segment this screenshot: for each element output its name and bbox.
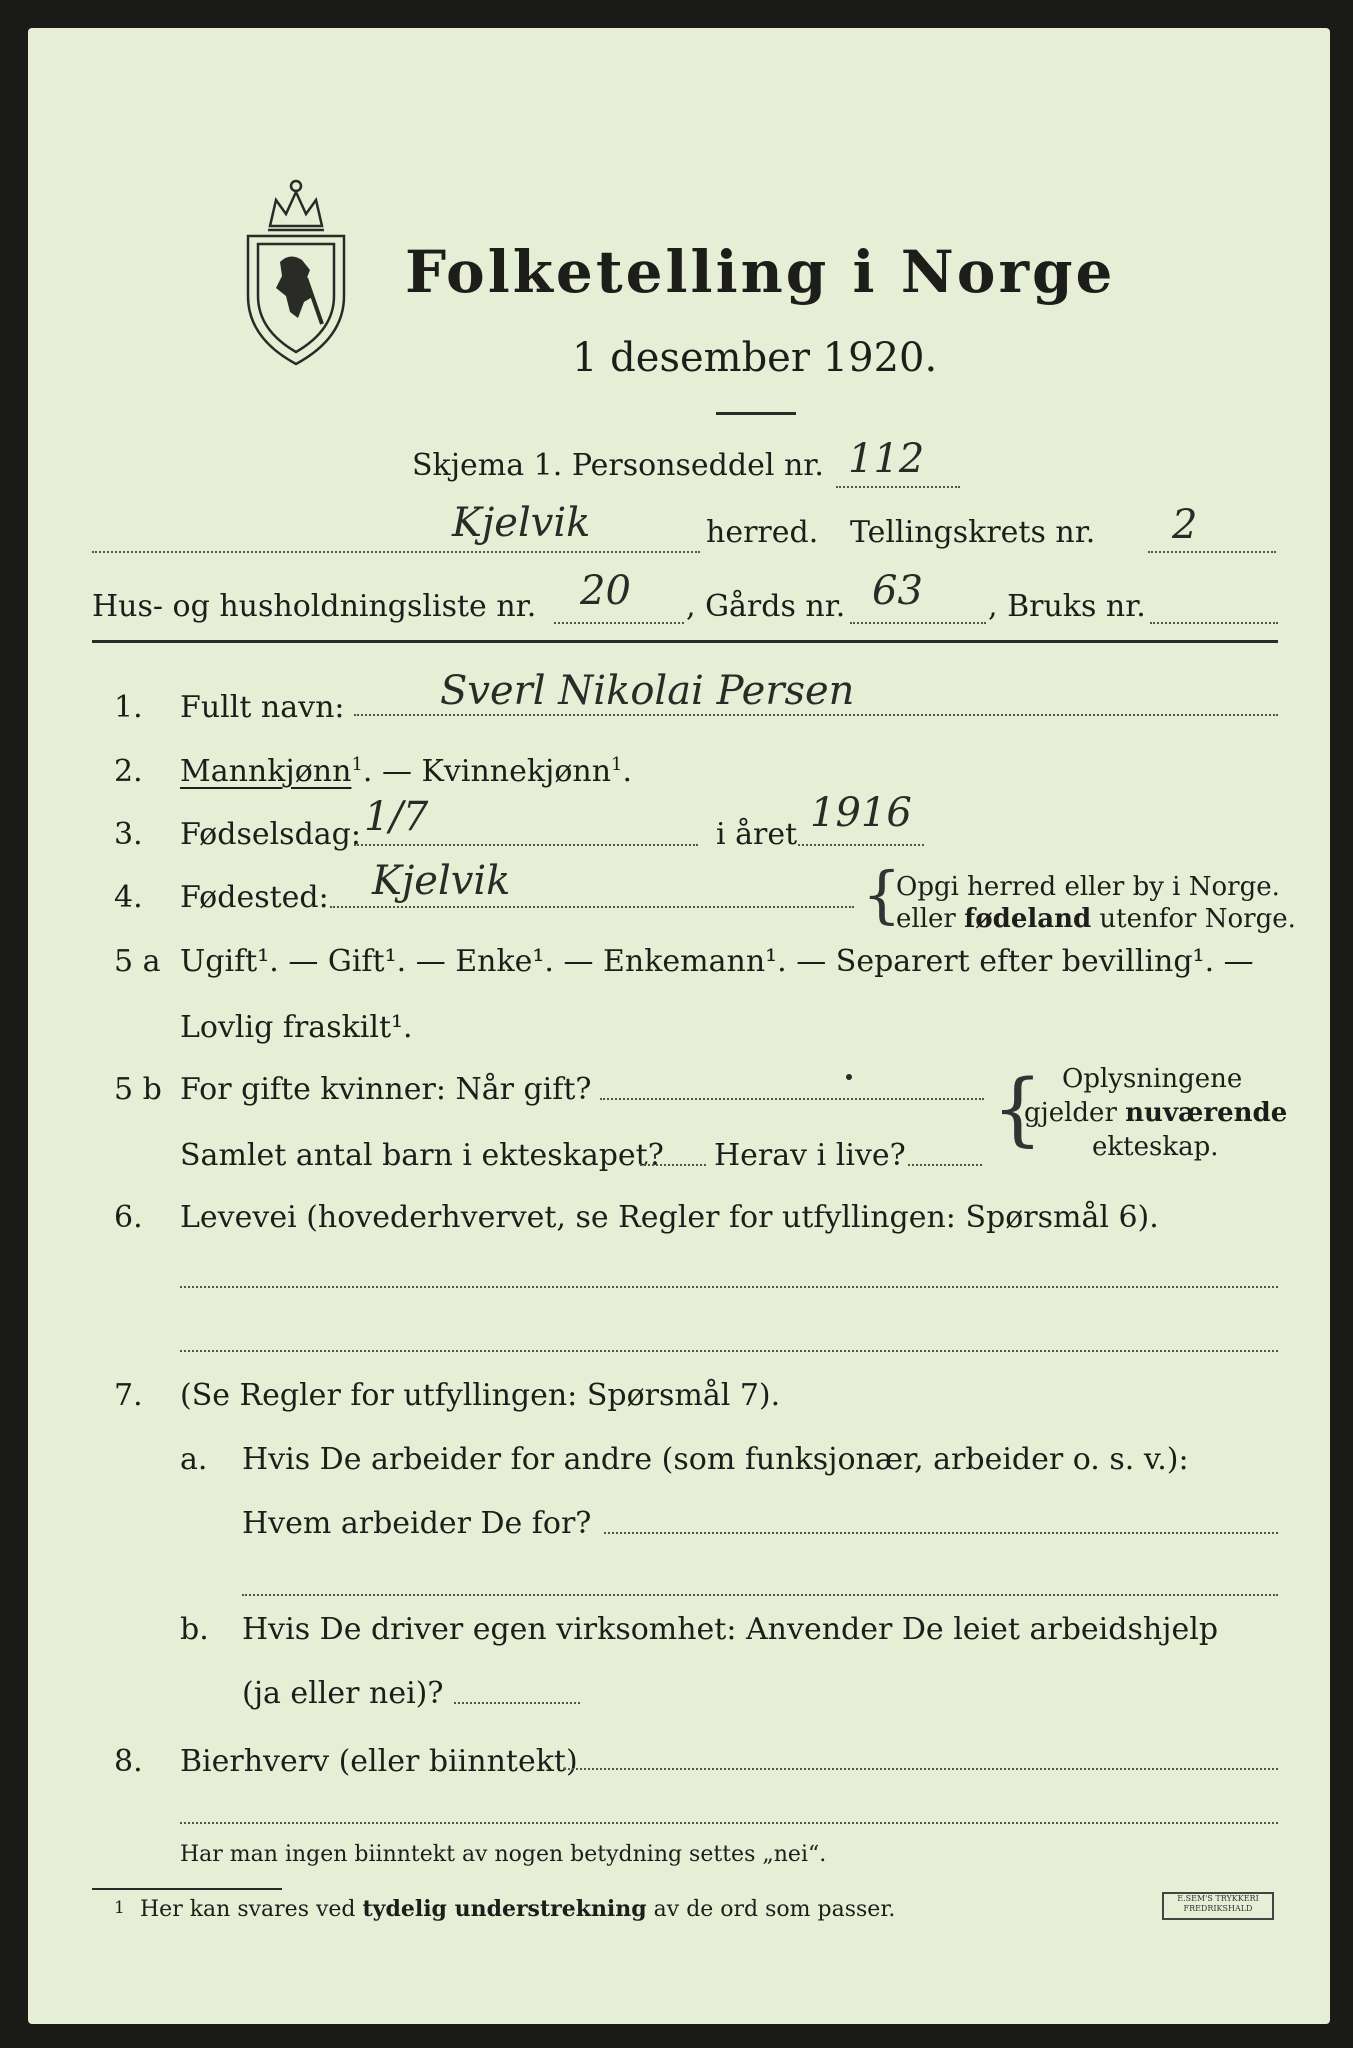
q8-line-1 bbox=[564, 1768, 1278, 1770]
herred-name[interactable]: Kjelvik bbox=[452, 500, 591, 546]
skjema-label: Skjema 1. Personseddel nr. bbox=[412, 448, 824, 483]
employer-line-2 bbox=[242, 1594, 1278, 1596]
husliste-nr[interactable]: 20 bbox=[580, 568, 631, 614]
birthplace-value[interactable]: Kjelvik bbox=[372, 858, 511, 904]
herred-line bbox=[92, 551, 700, 553]
marital-status-options[interactable]: Ugift¹. — Gift¹. — Enke¹. — Enkemann¹. — Separert efter bevilling¹. — bbox=[180, 944, 1254, 979]
tellingskrets-label: Tellingskrets nr. bbox=[850, 515, 1096, 550]
q5b-note-2: gjelder nuværende bbox=[1024, 1098, 1288, 1128]
q7a-line-2: Hvem arbeider De for? bbox=[242, 1506, 592, 1541]
footnote-mark: 1 bbox=[114, 1898, 125, 1918]
q7b-line-2: (ja eller nei)? bbox=[242, 1676, 444, 1711]
husliste-line bbox=[554, 622, 684, 624]
q4-note-2: eller fødeland utenfor Norge. bbox=[896, 904, 1296, 934]
q8-line-2 bbox=[180, 1822, 1278, 1824]
q3-number: 3. bbox=[114, 817, 143, 852]
q8-number: 8. bbox=[114, 1744, 143, 1779]
q6-number: 6. bbox=[114, 1200, 143, 1235]
married-when-line bbox=[600, 1098, 984, 1100]
q5b-note-1: Oplysningene bbox=[1062, 1064, 1243, 1094]
q4-number: 4. bbox=[114, 880, 143, 915]
q4-line bbox=[330, 906, 854, 908]
employer-line bbox=[604, 1532, 1278, 1534]
footnote-rule bbox=[92, 1888, 282, 1890]
sex-options: Mannkjønn$^1$. — Kvinnekjønn$^1$. bbox=[180, 754, 633, 789]
q6-line-2 bbox=[180, 1350, 1278, 1352]
children-label: Samlet antal barn i ekteskapet? bbox=[180, 1138, 664, 1173]
form-title: Folketelling i Norge bbox=[405, 238, 1116, 306]
gards-nr[interactable]: 63 bbox=[872, 568, 923, 614]
census-date: 1 desember 1920. bbox=[572, 335, 938, 381]
alive-line bbox=[908, 1164, 982, 1166]
q7b-letter: b. bbox=[180, 1612, 209, 1647]
year-label: i året bbox=[716, 817, 798, 852]
q8-label: Bierhverv (eller biinntekt) bbox=[180, 1744, 578, 1779]
q3-label: Fødselsdag: bbox=[180, 817, 361, 852]
sex-female-option[interactable]: Kvinnekjønn bbox=[421, 754, 612, 789]
q1-line bbox=[354, 714, 1278, 716]
tellingskrets-line bbox=[1148, 551, 1276, 553]
printer-stamp: E.SEM'S TRYKKERI FREDRIKSHALD bbox=[1162, 1892, 1274, 1920]
q5b-note-3: ekteskap. bbox=[1092, 1132, 1219, 1162]
birth-year-value[interactable]: 1916 bbox=[810, 790, 912, 836]
q5a-number: 5 a bbox=[114, 944, 161, 979]
q8-note: Har man ingen biinntekt av nogen betydning settes „nei“. bbox=[180, 1842, 827, 1867]
married-when-label: For gifte kvinner: Når gift? bbox=[180, 1072, 592, 1107]
q5b-brace: { bbox=[992, 1062, 1043, 1155]
alive-label: Herav i live? bbox=[714, 1138, 906, 1173]
birth-date-value[interactable]: 1/7 bbox=[364, 794, 429, 840]
q3-line bbox=[354, 844, 698, 846]
q7a-letter: a. bbox=[180, 1442, 208, 1477]
marital-status-divorced[interactable]: Lovlig fraskilt¹. bbox=[180, 1010, 413, 1045]
hired-help-line bbox=[454, 1702, 580, 1704]
title-divider bbox=[716, 412, 796, 415]
header-rule bbox=[92, 640, 1278, 643]
q2-number: 2. bbox=[114, 754, 143, 789]
herred-label: herred. bbox=[706, 515, 819, 550]
personseddel-line bbox=[836, 486, 960, 488]
husliste-label: Hus- og husholdningsliste nr. bbox=[92, 589, 537, 624]
year-line bbox=[798, 844, 924, 846]
q4-label: Fødested: bbox=[180, 880, 329, 915]
bruks-label: , Bruks nr. bbox=[988, 589, 1146, 624]
footnote-text: Her kan svares ved tydelig understrekning av de ord som passer. bbox=[140, 1896, 896, 1922]
q7b-line-1: Hvis De driver egen virksomhet: Anvender De leiet arbeidshjelp bbox=[242, 1612, 1219, 1647]
children-line bbox=[640, 1164, 706, 1166]
tellingskrets-nr[interactable]: 2 bbox=[1172, 502, 1198, 548]
coat-of-arms-icon bbox=[240, 178, 352, 368]
gards-label: , Gårds nr. bbox=[686, 589, 846, 624]
q5b-number: 5 b bbox=[114, 1072, 162, 1107]
q7a-line-1: Hvis De arbeider for andre (som funksjonær, arbeider o. s. v.): bbox=[242, 1442, 1189, 1477]
q1-label: Fullt navn: bbox=[180, 690, 345, 725]
q1-number: 1. bbox=[114, 690, 143, 725]
q7-number: 7. bbox=[114, 1378, 143, 1413]
personseddel-nr[interactable]: 112 bbox=[848, 436, 925, 482]
sex-male-option[interactable]: Mannkjønn bbox=[180, 754, 352, 789]
q6-line-1 bbox=[180, 1286, 1278, 1288]
ink-dot bbox=[846, 1074, 852, 1080]
q4-note-1: Opgi herred eller by i Norge. bbox=[896, 872, 1280, 902]
q7-label: (Se Regler for utfyllingen: Spørsmål 7). bbox=[180, 1378, 781, 1413]
full-name-value[interactable]: Sverl Nikolai Persen bbox=[440, 668, 855, 714]
bruks-line bbox=[1150, 622, 1278, 624]
q4-brace: { bbox=[862, 858, 902, 931]
q6-label: Levevei (hovederhvervet, se Regler for utfyllingen: Spørsmål 6). bbox=[180, 1200, 1159, 1235]
gards-line bbox=[850, 622, 986, 624]
